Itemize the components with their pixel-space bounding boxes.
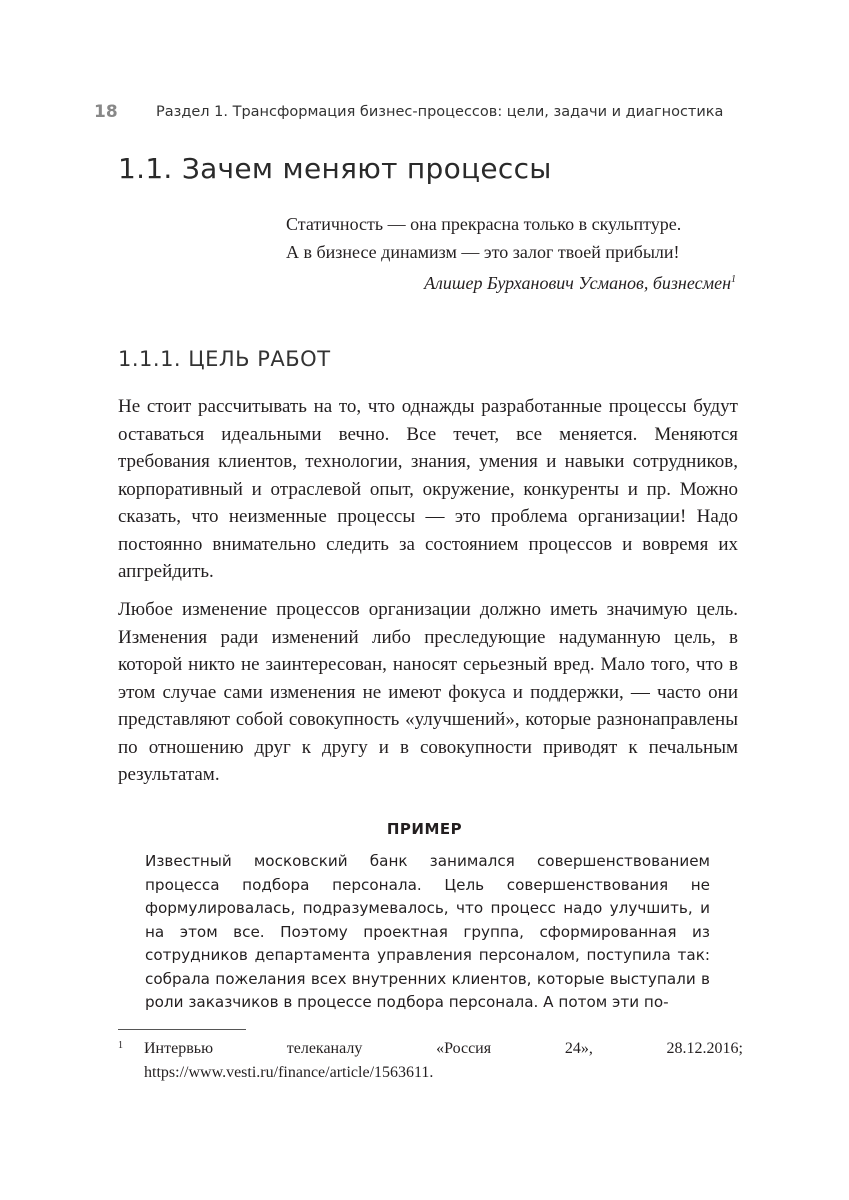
epigraph-author-name: Алишер Бурханович Усманов, бизнесмен	[424, 273, 731, 293]
body-paragraph-2: Любое изменение процессов организации должно иметь значимую цель. Изменения ради изменений либо преследующие надуманную цель, в которой никто не заинтересован, наносят серьезный вред. Мало того, что в этом случае сами изменения не имеют фокуса и поддержки, — часто они представляют собой совокупность «улучшений», которые разнонаправлены по отношению друг к другу и в совокупности приводят к печальным результатам.	[118, 599, 738, 785]
epigraph-author	[424, 266, 736, 297]
footnote-number: 1	[118, 1040, 123, 1051]
epigraph-line-2: А в бизнесе динамизм — это залог твоей прибыли!	[286, 242, 680, 262]
section-title: 1.1. Зачем меняют процессы	[118, 152, 552, 185]
epigraph-line-1: Статичность — она прекрасна только в скульптуре.	[286, 214, 682, 234]
body-paragraph-1: Не стоит рассчитывать на то, что однажды разработанные процессы будут оставаться идеальными вечно. Все течет, все меняется. Меняются требования клиентов, технологии, знания, умения и навыки сотрудников, корпоративный и отраслевой опыт, окружение, конкуренты и пр. Можно сказать, что неизменные процессы — это проблема организации! Надо постоянно внимательно следить за состоянием процессов и вовремя их апгрейдить.	[118, 396, 738, 582]
running-head: Раздел 1. Трансформация бизнес-процессов: цели, задачи и диагностика	[156, 104, 724, 120]
footnote	[118, 1037, 743, 1085]
footnote-reference[interactable]: 1	[731, 274, 736, 285]
footnote-text: Интервью телеканалу «Россия 24», 28.12.2016; https://www.vesti.ru/finance/article/1563611.	[144, 1040, 743, 1081]
example-heading: ПРИМЕР	[386, 820, 463, 838]
example-text: Известный московский банк занимался совершенствованием процесса подбора персонала. Цель совершенствования не формулировалась, подразумевалось, что процесс надо улучшить, и на этом все. Поэтому проектная группа, сформированная из сотрудников департамента управления персоналом, поступила так: собрала пожелания всех внутренних клиентов, которые выступали в роли заказчиков в процессе подбора персонала. А потом эти по-	[145, 852, 710, 1011]
epigraph	[286, 210, 746, 293]
subsection-title: 1.1.1. ЦЕЛЬ РАБОТ	[118, 347, 331, 371]
page-number: 18	[94, 102, 118, 122]
footnote-divider	[118, 1029, 246, 1030]
